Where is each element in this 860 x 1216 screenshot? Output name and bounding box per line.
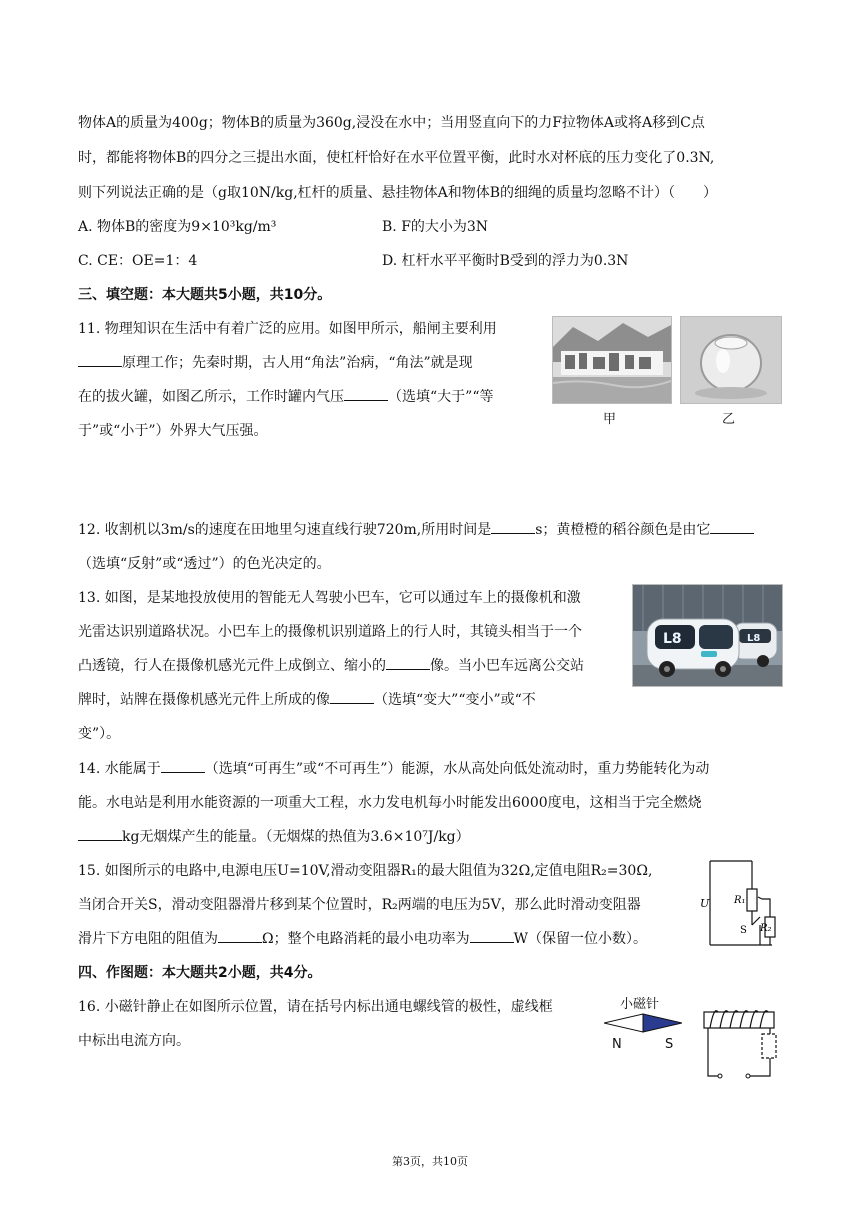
q13-line-4: 牌时，站牌在摄像机感光元件上所成的像 （选填“变大”“变小”或“不 bbox=[78, 689, 536, 711]
q10-line-3: 则下列说法正确的是（g取10N/kg,杠杆的质量、悬挂物体A和物体B的细绳的质量均忽略不计）（ ） bbox=[78, 185, 718, 201]
q12-line-2: （选填“反射”或“透过”）的色光决定的。 bbox=[78, 556, 331, 572]
q10-option-d: D. 杠杆水平平衡时B受到的浮力为0.3N bbox=[382, 253, 629, 269]
answer-blank[interactable] bbox=[470, 928, 514, 943]
answer-blank[interactable] bbox=[386, 655, 430, 670]
pole-n-label: N bbox=[612, 1037, 622, 1052]
answer-blank[interactable] bbox=[78, 352, 122, 367]
bus-number-label-rear: L8 bbox=[747, 633, 761, 644]
label-s: S bbox=[740, 925, 747, 936]
q10-line-2: 时，都能将物体B的四分之三提出水面，使杠杆恰好在水平位置平衡，此时水对杯底的压力变化了0.3N, bbox=[78, 150, 715, 166]
q15-line-2: 当闭合开关S，滑动变阻器滑片移到某个位置时，R₂两端的电压为5V，那么此时滑动变阻器 bbox=[78, 897, 641, 913]
bus-number-label: L8 bbox=[663, 631, 682, 647]
q16-line-1: 16. 小磁针静止在如图所示位置，请在括号内标出通电螺线管的极性，虚线框 bbox=[78, 999, 553, 1015]
answer-blank[interactable] bbox=[344, 386, 388, 401]
q10-option-b: B. F的大小为3N bbox=[382, 219, 489, 235]
section-4-heading: 四、作图题：本大题共2小题，共4分。 bbox=[78, 965, 322, 981]
answer-blank[interactable] bbox=[218, 928, 262, 943]
photo-caption-right: 乙 bbox=[722, 412, 736, 427]
needle-title: 小磁针 bbox=[620, 997, 660, 1012]
section-3-heading: 三、填空题：本大题共5小题，共10分。 bbox=[78, 287, 332, 303]
photo-caption-left: 甲 bbox=[603, 412, 617, 427]
q13-line-2: 光雷达识别道路状况。小巴车上的摄像机识别道路上的行人时，其镜头相当于一个 bbox=[78, 624, 582, 640]
q13-line-1: 13. 如图，是某地投放使用的智能无人驾驶小巴车，它可以通过车上的摄像机和激 bbox=[78, 590, 581, 606]
q10-line-1: 物体A的质量为400g；物体B的质量为360g,浸没在水中；当用竖直向下的力F拉物体A或将A移到C点 bbox=[78, 115, 705, 131]
q14-line-1: 14. 水能属于 （选填“可再生”或“不可再生”）能源，水从高处向低处流动时，重力势能转化为动 bbox=[78, 758, 709, 780]
q11-line-3: 在的拔火罐，如图乙所示，工作时罐内气压 （选填“大于”“等 bbox=[78, 386, 493, 408]
compass-needle-icon bbox=[604, 1012, 682, 1034]
q10-option-a: A. 物体B的密度为9×10³kg/m³ bbox=[78, 219, 277, 235]
answer-blank[interactable] bbox=[710, 519, 754, 534]
circuit-diagram bbox=[700, 855, 786, 951]
q10-option-c: C. CE：OE=1：4 bbox=[78, 253, 198, 269]
q16-line-2: 中标出电流方向。 bbox=[78, 1033, 190, 1049]
cupping-jar-photo bbox=[680, 316, 782, 404]
label-r1: R₁ bbox=[734, 895, 746, 906]
q13-line-5: 变”）。 bbox=[78, 726, 121, 742]
q14-line-3: kg无烟煤产生的能量。（无烟煤的热值为3.6×10⁷J/kg） bbox=[78, 826, 470, 848]
ship-lock-photo bbox=[552, 316, 672, 404]
q12-line-1: 12. 收割机以3m/s的速度在田地里匀速直线行驶720m,所用时间是 s；黄橙橙的稻谷颜色是由它 bbox=[78, 519, 754, 541]
q15-line-1: 15. 如图所示的电路中,电源电压U=10V,滑动变阻器R₁的最大阻值为32Ω,定值电阻R₂=30Ω, bbox=[78, 863, 653, 879]
q11-line-1: 11. 物理知识在生活中有着广泛的应用。如图甲所示，船闸主要利用 bbox=[78, 321, 497, 337]
q13-line-3: 凸透镜，行人在摄像机感光元件上成倒立、缩小的 像。当小巴车远离公交站 bbox=[78, 655, 584, 677]
solenoid-diagram bbox=[696, 1000, 786, 1084]
autonomous-bus-photo bbox=[632, 584, 783, 687]
answer-blank[interactable] bbox=[78, 826, 122, 841]
answer-blank[interactable] bbox=[161, 758, 205, 773]
answer-blank[interactable] bbox=[491, 519, 535, 534]
label-u: U bbox=[700, 897, 710, 910]
page-footer: 第3页，共10页 bbox=[392, 1155, 468, 1168]
pole-s-label: S bbox=[665, 1037, 674, 1052]
q11-line-4: 于”或“小于”）外界大气压强。 bbox=[78, 423, 268, 439]
q14-line-2: 能。水电站是利用水能资源的一项重大工程，水力发电机每小时能发出6000度电，这相当于完全燃烧 bbox=[78, 795, 702, 811]
answer-blank[interactable] bbox=[330, 689, 374, 704]
label-r2: R₂ bbox=[760, 923, 772, 934]
q11-line-2: 原理工作；先秦时期，古人用“角法”治病，“角法”就是现 bbox=[78, 352, 473, 374]
q15-line-3: 滑片下方电阻的阻值为 Ω；整个电路消耗的最小电功率为 W（保留一位小数）。 bbox=[78, 928, 647, 950]
